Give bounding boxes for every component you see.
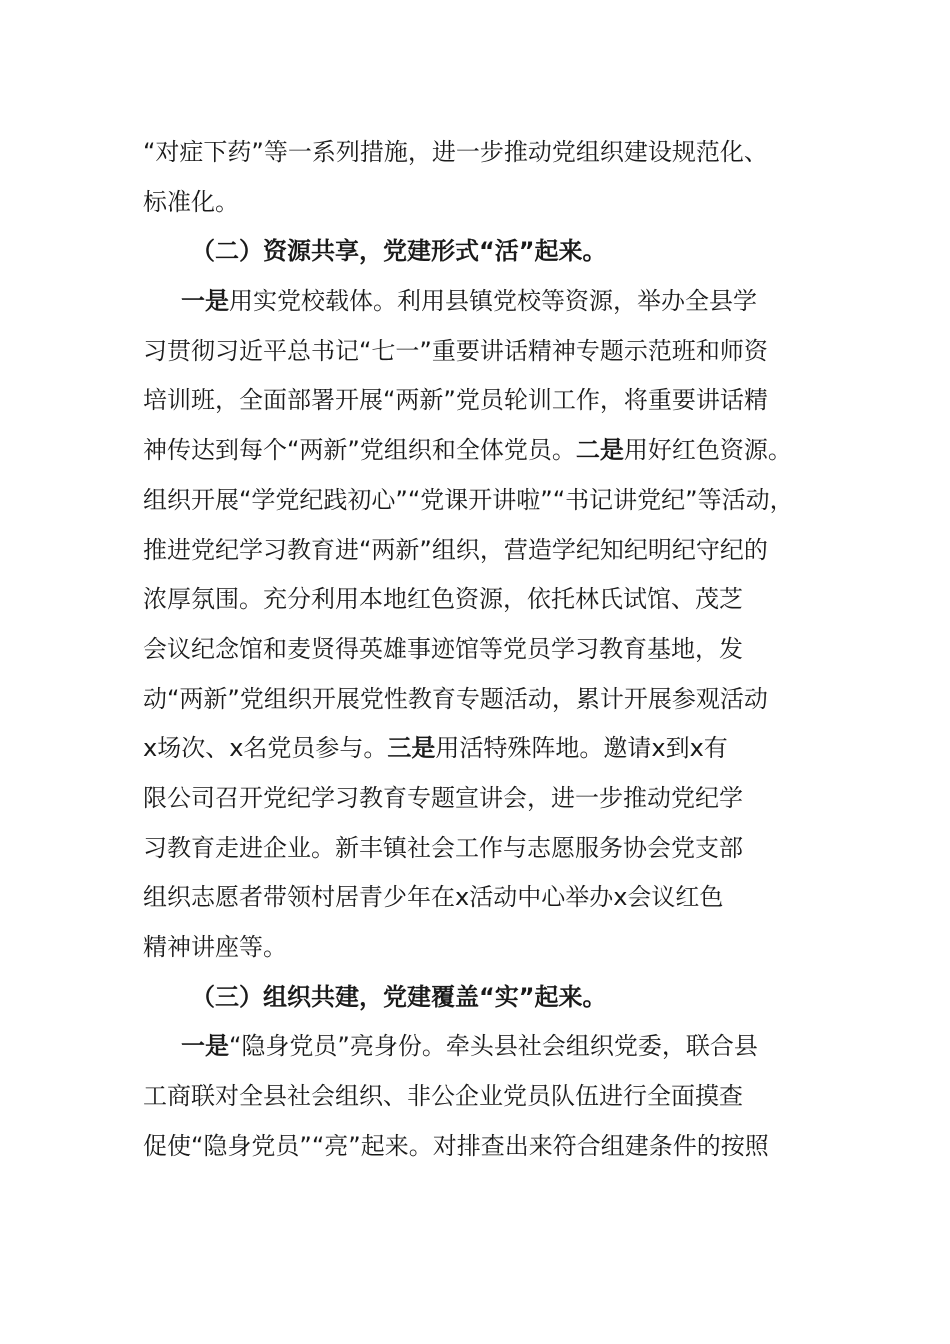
paragraph-text: x场次、x名党员参与。 [143,734,388,763]
paragraph-text: 用活特殊阵地。邀请x到x有 [435,734,728,763]
paragraph-line [143,1022,833,1072]
paragraph-line: 限公司召开党纪学习教育专题宣讲会，进一步推动党纪学 [143,783,743,812]
paragraph-line: 习教育走进企业。新丰镇社会工作与志愿服务协会党支部 [143,833,743,862]
paragraph-line: 浓厚氛围。充分利用本地红色资源，依托林氏试馆、茂芝 [143,585,743,614]
paragraph-line: 推进党纪学习教育进“两新”组织，营造学纪知纪明纪守纪的 [143,535,768,564]
paragraph-line [143,277,833,327]
paragraph-line: 培训班，全面部署开展“两新”党员轮训工作，将重要讲话精 [143,386,768,415]
paragraph-text: “隐身党员”亮身份。牵头县社会组织党委，联合县 [229,1032,758,1061]
lead-marker: 一是 [181,1032,229,1061]
paragraph-line: 工商联对全县社会组织、非公企业党员队伍进行全面摸查 [143,1082,743,1111]
paragraph-line: “对症下药”等一系列措施，进一步推动党组织建设规范化、 [143,138,768,166]
paragraph-text: 神传达到每个“两新”党组织和全体党员。 [143,436,576,465]
section-heading-3: （三）组织共建，党建覆盖“实”起来。 [191,982,607,1011]
paragraph-line: 标准化。 [143,187,239,216]
paragraph-line: 精神讲座等。 [143,933,287,961]
paragraph-line: 会议纪念馆和麦贤得英雄事迹馆等党员学习教育基地，发 [143,634,743,663]
lead-marker: 一是 [181,287,229,316]
section-heading-2: （二）资源共享，党建形式“活”起来。 [191,237,607,266]
paragraph-line [143,724,833,774]
paragraph-text: 用好红色资源。 [623,436,792,465]
paragraph-text: 用实党校载体。利用县镇党校等资源，举办全县学 [229,287,757,316]
lead-marker: 二是 [575,436,624,465]
document-body [143,128,833,1171]
paragraph-line: 组织开展“学党纪践初心”“党课开讲啦”“书记讲党纪”等活动， [143,485,794,514]
paragraph-line: 习贯彻习近平总书记“七一”重要讲话精神专题示范班和师资 [143,336,768,365]
paragraph-line: 促使“隐身党员”“亮”起来。对排查出来符合组建条件的按照 [143,1131,769,1160]
paragraph-line: 组织志愿者带领村居青少年在x活动中心举办x会议红色 [143,883,724,912]
paragraph-line: 动“两新”党组织开展党性教育专题活动，累计开展参观活动 [143,684,768,713]
lead-marker: 三是 [387,734,436,763]
paragraph-line [143,426,833,476]
